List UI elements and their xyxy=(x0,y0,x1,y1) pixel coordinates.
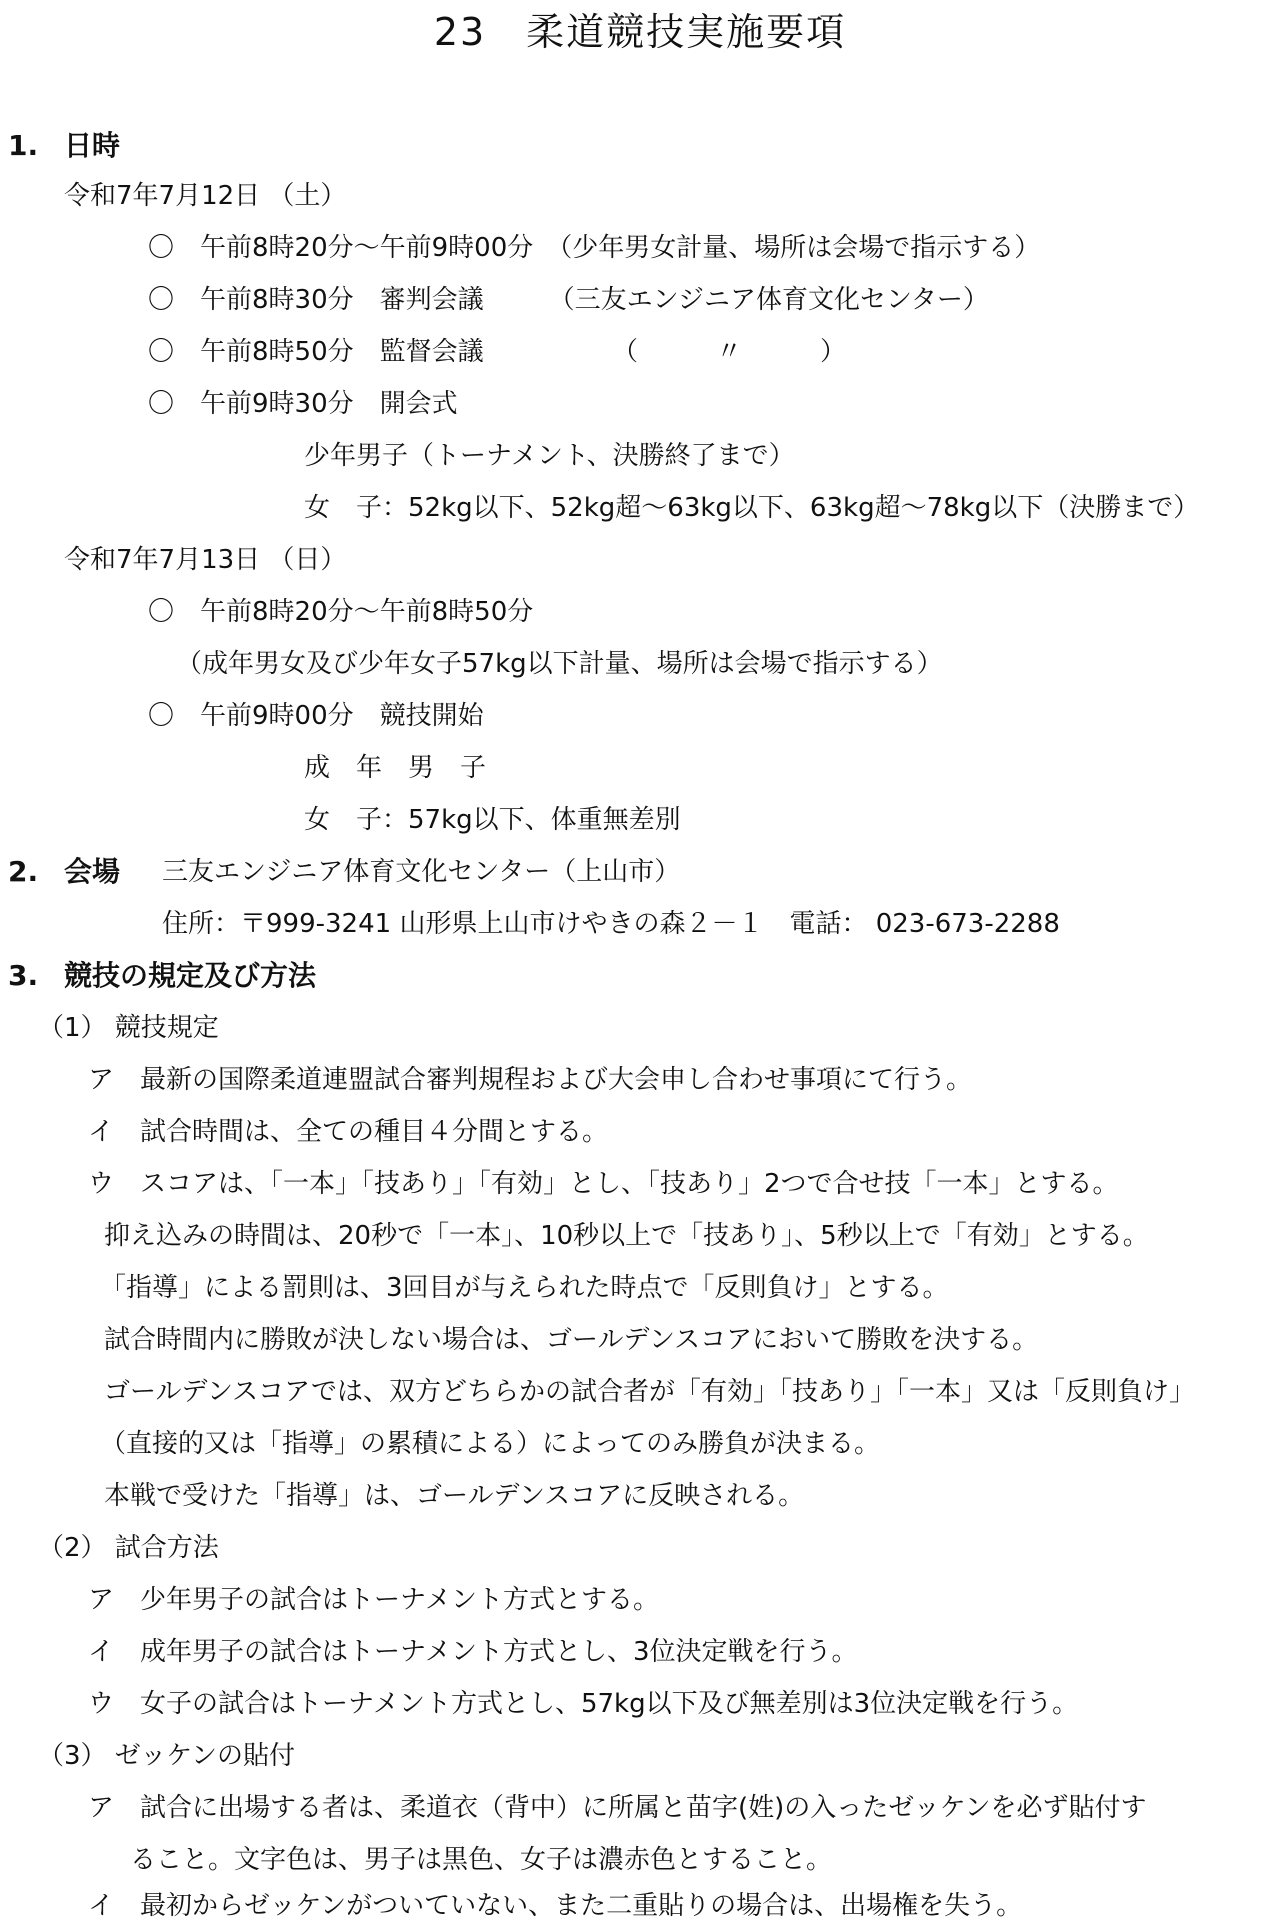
day-2-date: 令和7年7月13日 （日） xyxy=(64,545,347,575)
day-1-event-women: 女 子：52kg以下、52kg超～63kg以下、63kg超～78kg以下（決勝まで） xyxy=(304,493,1200,523)
rule-i: イ 試合時間は、全ての種目４分間とする。 xyxy=(88,1117,609,1147)
method-i: イ 成年男子の試合はトーナメント方式とし、3位決定戦を行う。 xyxy=(88,1637,858,1667)
section-2-number: 2. xyxy=(8,855,39,888)
day-2-item-weighin-note: （成年男女及び少年女子57kg以下計量、場所は会場で指示する） xyxy=(176,649,943,679)
method-a: ア 少年男子の試合はトーナメント方式とする。 xyxy=(88,1585,659,1615)
day-1-item-manager-meeting-place: （ 〃 ） xyxy=(612,337,847,367)
day-1-date: 令和7年7月12日 （土） xyxy=(64,181,347,211)
bib-a: ア 試合に出場する者は、柔道衣（背中）に所属と苗字(姓)の入ったゼッケンを必ず貼付す xyxy=(88,1793,1147,1823)
day-2-event-women: 女 子：57kg以下、体重無差別 xyxy=(304,805,681,835)
day-1-item-weighin: 〇 午前8時20分～午前9時00分 （少年男女計量、場所は会場で指示する） xyxy=(148,233,1041,263)
rule-u-line-3: 「指導」による罰則は、3回目が与えられた時点で「反則負け」とする。 xyxy=(100,1273,949,1303)
rule-u-line-7: 本戦で受けた「指導」は、ゴールデンスコアに反映される。 xyxy=(104,1481,805,1511)
bib-i: イ 最初からゼッケンがついていない、また二重貼りの場合は、出場権を失う。 xyxy=(88,1891,1023,1921)
day-1-item-manager-meeting: 〇 午前8時50分 監督会議 xyxy=(148,337,484,367)
bib-a-line-2: ること。文字色は、男子は黒色、女子は濃赤色とすること。 xyxy=(130,1845,833,1875)
section-1-number: 1. xyxy=(8,129,39,162)
venue-name: 三友エンジニア体育文化センター（上山市） xyxy=(162,857,681,887)
method-u: ウ 女子の試合はトーナメント方式とし、57kg以下及び無差別は3位決定戦を行う。 xyxy=(88,1689,1079,1719)
day-2-item-competition-start: 〇 午前9時00分 競技開始 xyxy=(148,701,484,731)
page-title: 23 柔道競技実施要項 xyxy=(433,10,847,54)
rule-u-line-6: （直接的又は「指導」の累積による）によってのみ勝負が決まる。 xyxy=(100,1429,881,1459)
day-2-event-men: 成 年 男 子 xyxy=(304,753,487,783)
rule-u-line-2: 抑え込みの時間は、20秒で「一本」、10秒以上で「技あり」、5秒以上で「有効」とする。 xyxy=(104,1221,1149,1251)
subsection-2-heading: （2） 試合方法 xyxy=(38,1533,219,1563)
section-2-heading: 会場 xyxy=(64,855,121,888)
rule-a: ア 最新の国際柔道連盟試合審判規程および大会申し合わせ事項にて行う。 xyxy=(88,1065,973,1095)
day-1-item-opening: 〇 午前9時30分 開会式 xyxy=(148,389,458,419)
subsection-3-heading: （3） ゼッケンの貼付 xyxy=(38,1741,295,1771)
subsection-1-heading: （1） 競技規定 xyxy=(38,1013,219,1043)
section-3-number: 3. xyxy=(8,959,39,992)
rule-u-line-5: ゴールデンスコアでは、双方どちらかの試合者が「有効」「技あり」「一本」又は「反則負け」 xyxy=(104,1377,1195,1407)
day-1-event-boys: 少年男子（トーナメント、決勝終了まで） xyxy=(304,441,795,471)
section-3-heading: 競技の規定及び方法 xyxy=(64,959,317,992)
day-2-item-weighin: 〇 午前8時20分～午前8時50分 xyxy=(148,597,534,627)
rule-u: ウ スコアは、「一本」「技あり」「有効」とし、「技あり」2つで合せ技「一本」とする。 xyxy=(88,1169,1119,1199)
venue-address: 住所：〒999-3241 山形県上山市けやきの森２－１ 電話： 023-673-2288 xyxy=(162,909,1060,939)
day-1-item-referee-meeting: 〇 午前8時30分 審判会議 （三友エンジニア体育文化センター） xyxy=(148,285,989,315)
rule-u-line-4: 試合時間内に勝敗が決しない場合は、ゴールデンスコアにおいて勝敗を決する。 xyxy=(104,1325,1039,1355)
section-1-heading: 日時 xyxy=(64,129,121,162)
